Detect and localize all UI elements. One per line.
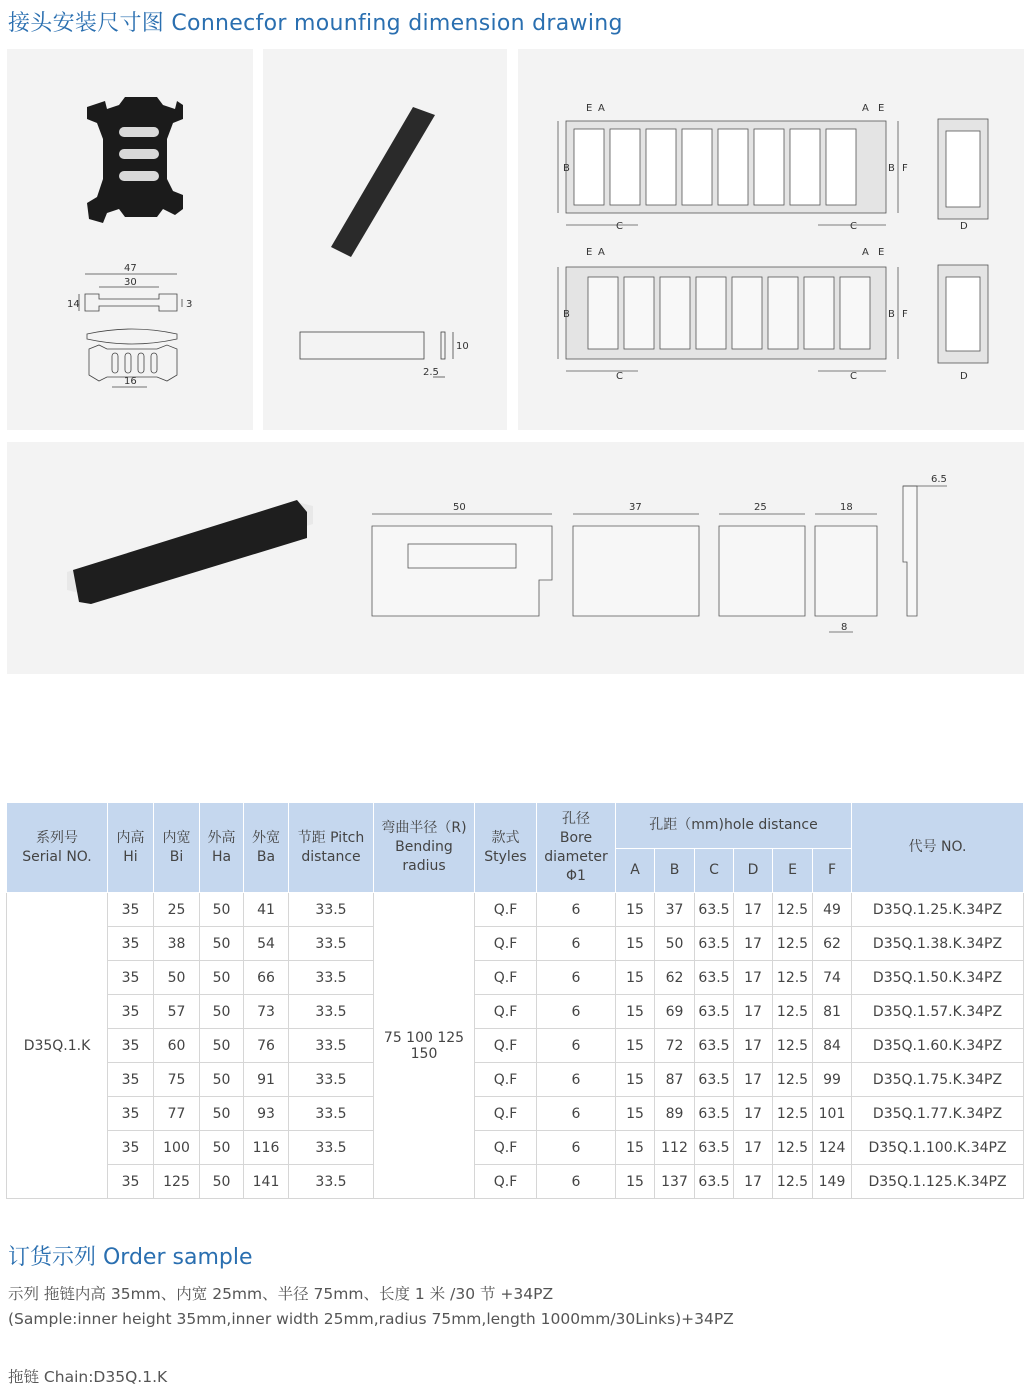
table-cell: 60 bbox=[154, 1029, 200, 1063]
code-cell: D35Q.1.38.K.34PZ bbox=[852, 927, 1024, 961]
table-cell: 35 bbox=[108, 1063, 154, 1097]
table-cell: 17 bbox=[734, 1097, 773, 1131]
table-row bbox=[7, 1131, 1024, 1165]
table-cell: 12.5 bbox=[773, 995, 813, 1029]
separator-photo bbox=[67, 500, 313, 604]
dim-25: 25 bbox=[754, 502, 767, 513]
dim-14: 14 bbox=[67, 299, 80, 310]
header-bi: 内宽 Bi bbox=[154, 803, 200, 893]
table-cell: 35 bbox=[108, 1097, 154, 1131]
table-cell: 17 bbox=[734, 961, 773, 995]
table-cell: 116 bbox=[244, 1131, 289, 1165]
table-cell: 63.5 bbox=[695, 1029, 734, 1063]
label-E-2: E bbox=[878, 103, 885, 114]
table-cell: 93 bbox=[244, 1097, 289, 1131]
label-C-1: C bbox=[616, 221, 623, 232]
chain-top-view bbox=[558, 119, 988, 225]
table-cell: 15 bbox=[616, 893, 655, 927]
header-col-e: E bbox=[773, 849, 813, 893]
table-cell: 141 bbox=[244, 1165, 289, 1199]
table-cell: 50 bbox=[200, 927, 244, 961]
bending-radius-line: 75 100 125 bbox=[383, 1029, 465, 1046]
table-cell: 63.5 bbox=[695, 995, 734, 1029]
table-cell: Q.F bbox=[475, 1029, 537, 1063]
table-cell: 75 bbox=[154, 1063, 200, 1097]
table-cell: 63.5 bbox=[695, 1131, 734, 1165]
label-F-2: F bbox=[902, 309, 908, 320]
label-B-3: B bbox=[563, 309, 570, 320]
table-cell: 6 bbox=[537, 961, 616, 995]
bending-radius-cell bbox=[374, 893, 475, 1199]
table-cell: 15 bbox=[616, 1165, 655, 1199]
table-cell: 6 bbox=[537, 1097, 616, 1131]
table-row bbox=[7, 961, 1024, 995]
table-cell: 12.5 bbox=[773, 1029, 813, 1063]
table-cell: 84 bbox=[813, 1029, 852, 1063]
table-cell: 91 bbox=[244, 1063, 289, 1097]
table-cell: 50 bbox=[200, 961, 244, 995]
table-cell: 35 bbox=[108, 961, 154, 995]
order-line-1: 示列 拖链内高 35mm、内宽 25mm、半径 75mm、长度 1 米 /30 节 +34PZ bbox=[8, 1285, 554, 1303]
table-row bbox=[7, 1063, 1024, 1097]
label-B-2: B bbox=[888, 163, 895, 174]
table-cell: 81 bbox=[813, 995, 852, 1029]
table-cell: 17 bbox=[734, 927, 773, 961]
table-cell: Q.F bbox=[475, 1131, 537, 1165]
code-cell: D35Q.1.75.K.34PZ bbox=[852, 1063, 1024, 1097]
header-bending: 弯曲半径（R) Bending radius bbox=[374, 803, 475, 893]
code-cell: D35Q.1.100.K.34PZ bbox=[852, 1131, 1024, 1165]
table-cell: 12.5 bbox=[773, 1165, 813, 1199]
table-cell: 17 bbox=[734, 1131, 773, 1165]
table-cell: 50 bbox=[200, 1165, 244, 1199]
header-hole-distance: 孔距（mm)hole distance bbox=[616, 803, 852, 849]
table-cell: 66 bbox=[244, 961, 289, 995]
table-cell: 15 bbox=[616, 995, 655, 1029]
label-C-2: C bbox=[850, 221, 857, 232]
table-cell: 17 bbox=[734, 995, 773, 1029]
table-cell: 33.5 bbox=[289, 1165, 374, 1199]
table-cell: 50 bbox=[200, 1063, 244, 1097]
header-pitch: 节距 Pitch distance bbox=[289, 803, 374, 893]
label-D-1: D bbox=[960, 221, 968, 232]
table-row bbox=[7, 1165, 1024, 1199]
table-cell: 12.5 bbox=[773, 1131, 813, 1165]
table-cell: 12.5 bbox=[773, 1063, 813, 1097]
code-cell: D35Q.1.125.K.34PZ bbox=[852, 1165, 1024, 1199]
code-cell: D35Q.1.25.K.34PZ bbox=[852, 893, 1024, 927]
table-cell: 33.5 bbox=[289, 961, 374, 995]
table-cell: 15 bbox=[616, 1063, 655, 1097]
table-cell: Q.F bbox=[475, 1165, 537, 1199]
table-cell: 99 bbox=[813, 1063, 852, 1097]
label-A-3: A bbox=[598, 247, 605, 258]
table-cell: 12.5 bbox=[773, 1097, 813, 1131]
chain-drawing-panel bbox=[518, 49, 1024, 430]
header-code: 代号 NO. bbox=[852, 803, 1024, 893]
bracket-dimension-drawing bbox=[79, 274, 182, 387]
table-cell: 35 bbox=[108, 1029, 154, 1063]
spec-table bbox=[6, 802, 1024, 1199]
table-cell: 149 bbox=[813, 1165, 852, 1199]
table-cell: 6 bbox=[537, 995, 616, 1029]
table-cell: Q.F bbox=[475, 927, 537, 961]
order-line-3: 拖链 Chain:D35Q.1.K bbox=[8, 1368, 168, 1386]
code-cell: D35Q.1.57.K.34PZ bbox=[852, 995, 1024, 1029]
separator-drawing-panel bbox=[7, 442, 1024, 674]
label-F-1: F bbox=[902, 163, 908, 174]
header-col-c: C bbox=[695, 849, 734, 893]
table-cell: 12.5 bbox=[773, 961, 813, 995]
table-cell: 63.5 bbox=[695, 927, 734, 961]
table-cell: 50 bbox=[154, 961, 200, 995]
table-cell: 33.5 bbox=[289, 893, 374, 927]
table-cell: 63.5 bbox=[695, 1063, 734, 1097]
dim-47: 47 bbox=[124, 263, 137, 274]
header-ba: 外宽 Ba bbox=[244, 803, 289, 893]
table-cell: Q.F bbox=[475, 995, 537, 1029]
table-cell: 63.5 bbox=[695, 893, 734, 927]
table-cell: 33.5 bbox=[289, 1131, 374, 1165]
label-E-1: E bbox=[586, 103, 593, 114]
table-row bbox=[7, 927, 1024, 961]
bracket-drawing-panel bbox=[7, 49, 253, 430]
table-cell: 50 bbox=[200, 1029, 244, 1063]
table-cell: 17 bbox=[734, 893, 773, 927]
table-cell: 76 bbox=[244, 1029, 289, 1063]
table-cell: 12.5 bbox=[773, 927, 813, 961]
table-cell: 50 bbox=[200, 893, 244, 927]
table-cell: 74 bbox=[813, 961, 852, 995]
label-A-1: A bbox=[598, 103, 605, 114]
header-styles: 款式 Styles bbox=[475, 803, 537, 893]
strip-drawing-panel bbox=[263, 49, 507, 430]
table-cell: 50 bbox=[200, 995, 244, 1029]
header-ha: 外高 Ha bbox=[200, 803, 244, 893]
table-row bbox=[7, 1029, 1024, 1063]
table-cell: 62 bbox=[813, 927, 852, 961]
label-E-4: E bbox=[878, 247, 885, 258]
bending-radius-line: 150 bbox=[410, 1045, 438, 1062]
header-col-d: D bbox=[734, 849, 773, 893]
dim-8: 8 bbox=[841, 622, 848, 633]
table-cell: 17 bbox=[734, 1165, 773, 1199]
chain-side-view bbox=[558, 265, 988, 371]
dim-10: 10 bbox=[456, 341, 469, 352]
table-cell: 6 bbox=[537, 1029, 616, 1063]
dim-16: 16 bbox=[124, 376, 137, 387]
table-cell: 6 bbox=[537, 1063, 616, 1097]
table-cell: 17 bbox=[734, 1029, 773, 1063]
table-cell: 35 bbox=[108, 1165, 154, 1199]
table-cell: 15 bbox=[616, 1131, 655, 1165]
table-cell: 38 bbox=[154, 927, 200, 961]
table-row bbox=[7, 1097, 1024, 1131]
table-cell: 6 bbox=[537, 1165, 616, 1199]
table-cell: 63.5 bbox=[695, 961, 734, 995]
table-cell: 63.5 bbox=[695, 1165, 734, 1199]
table-cell: 57 bbox=[154, 995, 200, 1029]
table-cell: Q.F bbox=[475, 1097, 537, 1131]
table-cell: 50 bbox=[200, 1097, 244, 1131]
dim-3: 3 bbox=[186, 299, 193, 310]
table-cell: 41 bbox=[244, 893, 289, 927]
code-cell: D35Q.1.50.K.34PZ bbox=[852, 961, 1024, 995]
table-cell: 15 bbox=[616, 1029, 655, 1063]
label-A-2: A bbox=[862, 103, 869, 114]
dim-2-5: 2.5 bbox=[423, 367, 439, 378]
dim-30: 30 bbox=[124, 277, 137, 288]
spec-table-body bbox=[7, 893, 1024, 1199]
label-B-4: B bbox=[888, 309, 895, 320]
table-cell: 6 bbox=[537, 927, 616, 961]
label-B-1: B bbox=[563, 163, 570, 174]
header-serial: 系列号 Serial NO. bbox=[7, 803, 108, 893]
table-cell: 25 bbox=[154, 893, 200, 927]
header-col-f: F bbox=[813, 849, 852, 893]
label-D-2: D bbox=[960, 371, 968, 382]
code-cell: D35Q.1.60.K.34PZ bbox=[852, 1029, 1024, 1063]
table-cell: 33.5 bbox=[289, 1097, 374, 1131]
dim-50: 50 bbox=[453, 502, 466, 513]
table-cell: 33.5 bbox=[289, 927, 374, 961]
bracket-photo bbox=[87, 97, 183, 223]
table-cell: 62 bbox=[655, 961, 695, 995]
table-cell: 50 bbox=[200, 1131, 244, 1165]
table-cell: 54 bbox=[244, 927, 289, 961]
header-col-a: A bbox=[616, 849, 655, 893]
header-hi: 内高 Hi bbox=[108, 803, 154, 893]
table-cell: 125 bbox=[154, 1165, 200, 1199]
dim-6-5: 6.5 bbox=[931, 474, 947, 485]
serial-cell: D35Q.1.K bbox=[7, 893, 108, 1199]
table-cell: 50 bbox=[655, 927, 695, 961]
table-row bbox=[7, 995, 1024, 1029]
code-cell: D35Q.1.77.K.34PZ bbox=[852, 1097, 1024, 1131]
table-cell: 35 bbox=[108, 1131, 154, 1165]
table-cell: 35 bbox=[108, 927, 154, 961]
table-cell: 6 bbox=[537, 893, 616, 927]
dim-37: 37 bbox=[629, 502, 642, 513]
order-title: 订货示列 Order sample bbox=[8, 1245, 253, 1270]
table-cell: 124 bbox=[813, 1131, 852, 1165]
header-bore: 孔径 Bore diameter Φ1 bbox=[537, 803, 616, 893]
table-cell: 89 bbox=[655, 1097, 695, 1131]
table-cell: 35 bbox=[108, 893, 154, 927]
table-cell: 63.5 bbox=[695, 1097, 734, 1131]
table-cell: 17 bbox=[734, 1063, 773, 1097]
table-cell: 33.5 bbox=[289, 995, 374, 1029]
table-cell: 33.5 bbox=[289, 1063, 374, 1097]
table-cell: 35 bbox=[108, 995, 154, 1029]
table-cell: 6 bbox=[537, 1131, 616, 1165]
table-cell: 87 bbox=[655, 1063, 695, 1097]
label-C-3: C bbox=[616, 371, 623, 382]
table-cell: 77 bbox=[154, 1097, 200, 1131]
table-cell: 33.5 bbox=[289, 1029, 374, 1063]
table-cell: 69 bbox=[655, 995, 695, 1029]
table-cell: Q.F bbox=[475, 893, 537, 927]
strip-photo bbox=[331, 107, 435, 257]
table-row bbox=[7, 893, 1024, 927]
table-cell: Q.F bbox=[475, 961, 537, 995]
table-cell: 15 bbox=[616, 1097, 655, 1131]
table-cell: 72 bbox=[655, 1029, 695, 1063]
table-cell: 101 bbox=[813, 1097, 852, 1131]
table-cell: 73 bbox=[244, 995, 289, 1029]
label-A-4: A bbox=[862, 247, 869, 258]
table-cell: 12.5 bbox=[773, 893, 813, 927]
page-title: 接头安装尺寸图 Connecfor mounfing dimension drawing bbox=[8, 11, 623, 36]
table-cell: 49 bbox=[813, 893, 852, 927]
table-cell: 15 bbox=[616, 927, 655, 961]
table-cell: Q.F bbox=[475, 1063, 537, 1097]
table-cell: 137 bbox=[655, 1165, 695, 1199]
table-cell: 15 bbox=[616, 961, 655, 995]
order-line-2: (Sample:inner height 35mm,inner width 25mm,radius 75mm,length 1000mm/30Links)+34PZ bbox=[8, 1310, 734, 1328]
table-cell: 37 bbox=[655, 893, 695, 927]
table-cell: 100 bbox=[154, 1131, 200, 1165]
header-col-b: B bbox=[655, 849, 695, 893]
label-C-4: C bbox=[850, 371, 857, 382]
dim-18: 18 bbox=[840, 502, 853, 513]
label-E-3: E bbox=[586, 247, 593, 258]
table-cell: 112 bbox=[655, 1131, 695, 1165]
